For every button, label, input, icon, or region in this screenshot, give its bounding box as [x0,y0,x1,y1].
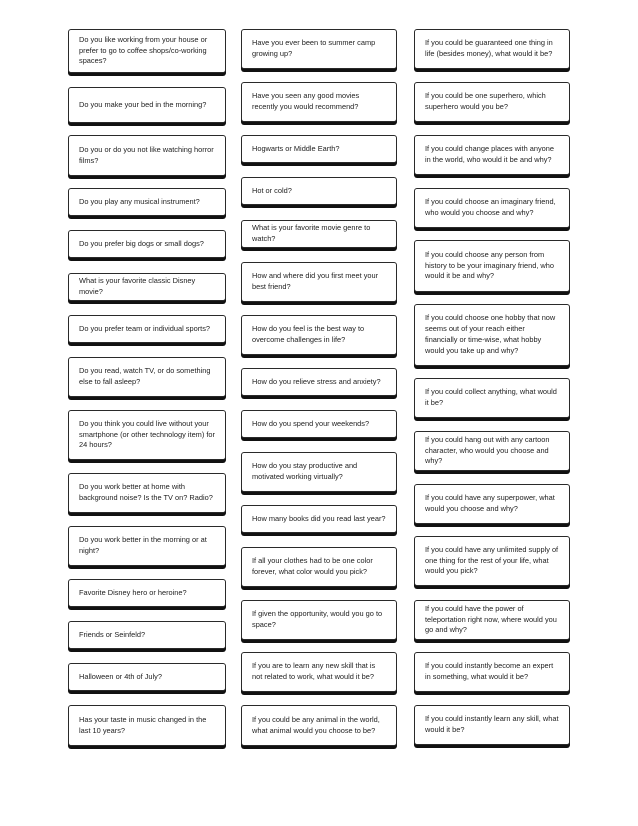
question-text: How do you spend your weekends? [252,418,370,428]
question-card [68,29,226,73]
question-card [414,304,570,366]
question-card [241,262,397,302]
question-text: If you could be one superhero, which superhero would you be? [425,91,546,111]
question-text: Have you ever been to summer camp growing up? [252,38,376,58]
question-text: If you could instantly learn any skill, what would it be? [425,714,559,734]
question-text: Do you play any musical instrument? [79,196,200,206]
question-text: Do you like working from your house or prefer to go to coffee shops/co-working spaces? [79,34,208,66]
question-text: How and where did you first meet your best friend? [252,271,379,291]
question-card [241,29,397,69]
question-text: How do you relieve stress and anxiety? [252,376,381,386]
question-card [241,368,397,396]
question-card [241,135,397,163]
question-card [68,273,226,301]
question-card [68,579,226,607]
question-card [414,29,570,69]
question-text: If you could choose an imaginary friend, who would you choose and why? [425,197,556,217]
question-text: Has your taste in music changed in the last 10 years? [79,714,207,735]
question-card [68,663,226,691]
question-text: What is your favorite movie genre to watch? [252,223,371,243]
question-card [241,220,397,248]
question-text: Friends or Seinfeld? [79,629,146,639]
question-card [241,505,397,533]
question-text: If you could instantly become an expert in something, what would it be? [425,661,554,681]
question-card [68,315,226,343]
question-text: If you could choose one hobby that now seems out of your reach either financially or time-wise, what hobby would you take up and why? [425,313,556,355]
question-card [414,431,570,471]
question-text: Hogwarts or Middle Earth? [252,143,340,153]
question-text: Do you read, watch TV, or do something else to fall asleep? [79,366,211,386]
question-text: Do you make your bed in the morning? [79,99,207,109]
question-card [68,188,226,216]
question-card [241,315,397,355]
question-text: Do you prefer big dogs or small dogs? [79,238,204,248]
question-text: Favorite Disney hero or heroine? [79,587,187,597]
question-card [414,536,570,586]
question-card [414,705,570,745]
question-text: Do you or do you not like watching horror films? [79,144,214,165]
question-card [68,621,226,649]
question-card [241,177,397,205]
question-text: If all your clothes had to be one color forever, what color would you pick? [252,556,373,576]
question-card [241,410,397,438]
question-text: Do you prefer team or individual sports? [79,323,211,333]
question-card [68,526,226,566]
question-card [68,473,226,513]
question-text: Hot or cold? [252,185,292,195]
question-card [68,705,226,746]
question-text: If you could have any unlimited supply of one thing for the rest of your life, what would you pick? [425,544,559,576]
question-card [68,87,226,123]
question-card [241,547,397,587]
question-card [414,652,570,692]
question-card [68,230,226,258]
question-text: Have you seen any good movies recently you would recommend? [252,91,360,111]
question-text: If you could be guaranteed one thing in life (besides money), what would it be? [425,38,553,58]
question-card [414,378,570,418]
question-card [241,705,397,746]
question-text: Do you think you could live without your smartphone (or other technology item) for 24 hours? [79,418,215,450]
question-text: What is your favorite classic Disney movie? [79,276,196,296]
question-card [241,82,397,122]
question-card [414,82,570,122]
question-card [68,135,226,176]
question-text: Halloween or 4th of July? [79,671,162,681]
question-text: If you are to learn any new skill that is not related to work, what would it be? [252,661,376,681]
question-card [241,600,397,640]
question-text: If you could have any superpower, what would you choose and why? [425,493,555,513]
question-text: How do you feel is the best way to overcome challenges in life? [252,324,365,344]
question-card [414,135,570,175]
question-text: If you could have the power of teleportation right now, where would you go and why? [425,603,557,635]
question-card [414,484,570,524]
question-card [241,652,397,692]
question-text: If you could choose any person from history to be your imaginary friend, who would it be and why? [425,249,554,281]
question-text: If you could change places with anyone in the world, who would it be and why? [425,144,555,164]
question-card [414,188,570,228]
question-card [68,357,226,397]
question-card [414,240,570,292]
question-card [414,600,570,640]
question-text: How do you stay productive and motivated working virtually? [252,461,358,481]
question-text: If you could hang out with any cartoon character, who would you choose and why? [425,434,550,466]
question-card [68,410,226,460]
question-text: Do you work better at home with background noise? Is the TV on? Radio? [79,482,213,502]
question-text: If given the opportunity, would you go to space? [252,609,383,629]
question-text: If you could collect anything, what would it be? [425,387,557,407]
question-text: How many books did you read last year? [252,513,386,523]
question-text: If you could be any animal in the world, what animal would you choose to be? [252,714,380,735]
question-text: Do you work better in the morning or at night? [79,535,207,555]
question-card [241,452,397,492]
